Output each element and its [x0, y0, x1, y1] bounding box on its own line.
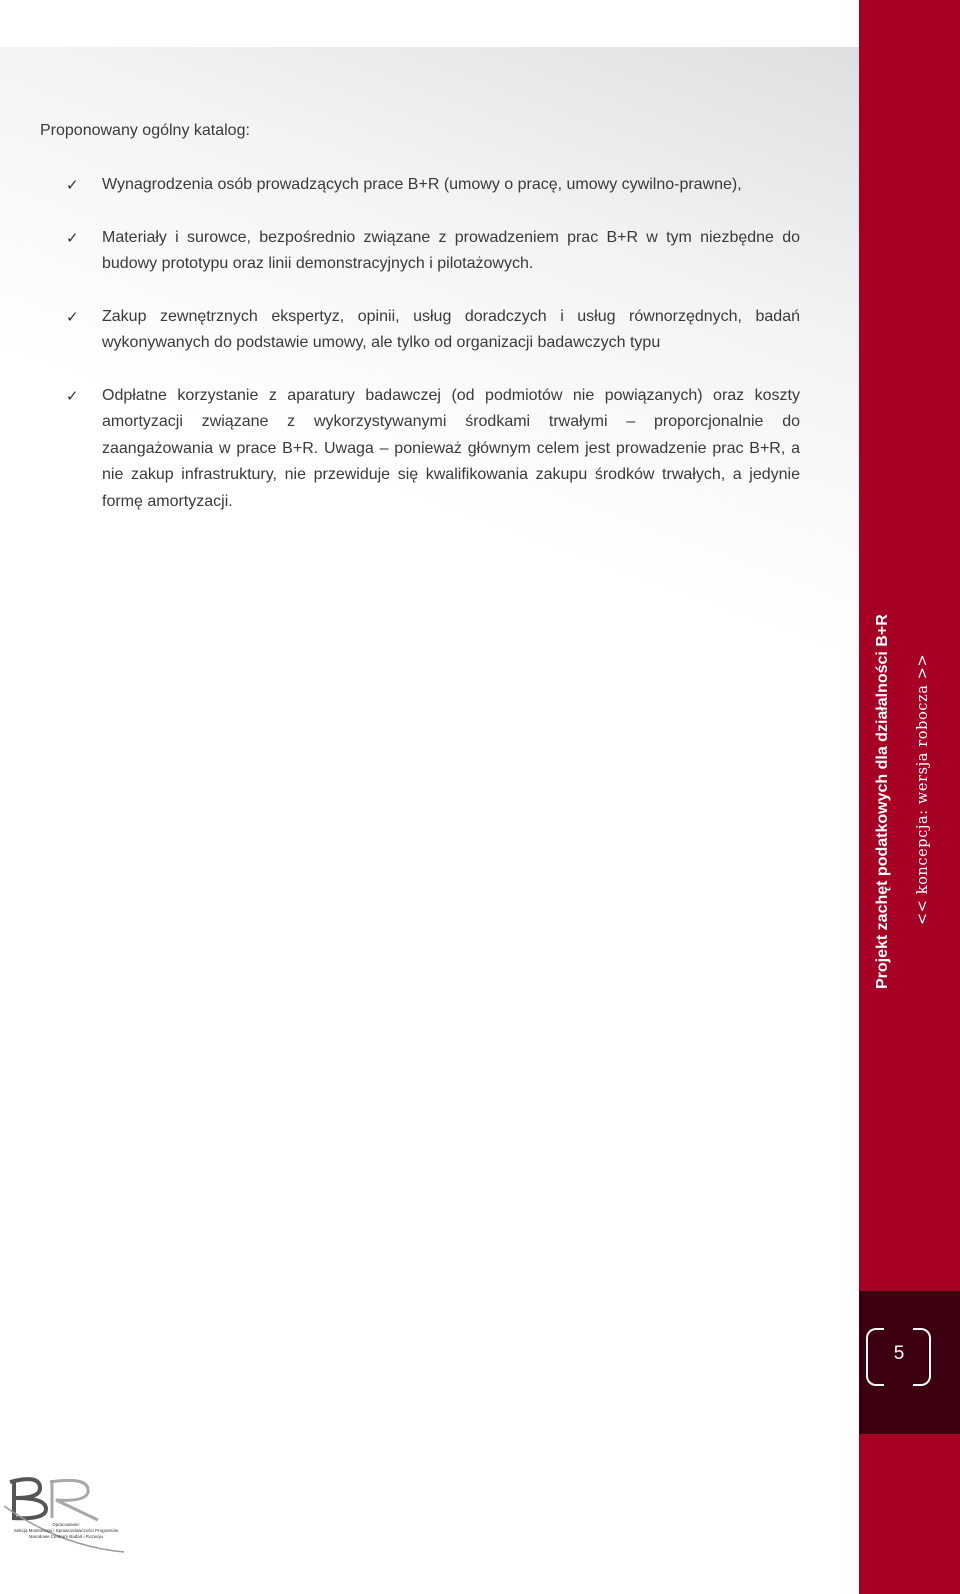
logo-b-letter [10, 1479, 46, 1518]
sidebar-subtitle: << koncepcja: wersja robocza >> [915, 653, 931, 925]
logo-caption-line: Narodowe Centrum Badań i Rozwoju [28, 1534, 104, 1539]
check-icon: ✓ [66, 176, 79, 194]
list-item-text: Materiały i surowce, bezpośrednio związane z prowadzeniem prac B+R w tym niezbędne do budowy prototypu oraz linii demonstracyjnych i pilotażowych. [102, 228, 800, 272]
list-item [66, 383, 800, 516]
list-item [66, 304, 800, 357]
logo-caption-line: Sekcja Monitoringu i Sprawozdawczości Programów [13, 1528, 119, 1533]
check-icon: ✓ [66, 386, 79, 405]
logo-r-letter [50, 1480, 98, 1520]
page-number: 5 [893, 1343, 905, 1364]
page-number-box [859, 1291, 960, 1434]
catalog-list [66, 172, 800, 541]
check-icon: ✓ [66, 307, 79, 326]
logo-caption [0, 1522, 132, 1540]
logo-caption-line: Opracowanie: [52, 1522, 80, 1527]
top-band [0, 0, 859, 47]
check-icon: ✓ [66, 228, 79, 247]
ncbr-logo [0, 1476, 135, 1556]
list-item [66, 225, 800, 278]
list-item-text: Zakup zewnętrznych ekspertyz, opinii, usług doradczych i usług równorzędnych, badań wykonywanych do podstawie umowy, ale tylko od organizacji badawczych typu [102, 307, 800, 351]
list-item-text: Wynagrodzenia osób prowadzących prace B+R (umowy o pracę, umowy cywilno-prawne), [102, 176, 742, 193]
list-item [66, 172, 800, 199]
list-item-text: Odpłatne korzystanie z aparatury badawczej (od podmiotów nie powiązanych) oraz koszty amortyzacji związane z wykorzystywanymi środkami trwałymi – proporcjonalnie do zaangażowania w prace B+R. Uwaga – ponieważ głównym celem jest prowadzenie prac B+R, a nie zakup infrastruktury, nie przewiduje się kwalifikowania zakupu środków trwałych, a jedynie formę amortyzacji. [102, 386, 800, 510]
catalog-intro: Proponowany ogólny katalog: [40, 122, 250, 139]
sidebar-title: Projekt zachęt podatkowych dla działalności B+R [874, 614, 891, 989]
